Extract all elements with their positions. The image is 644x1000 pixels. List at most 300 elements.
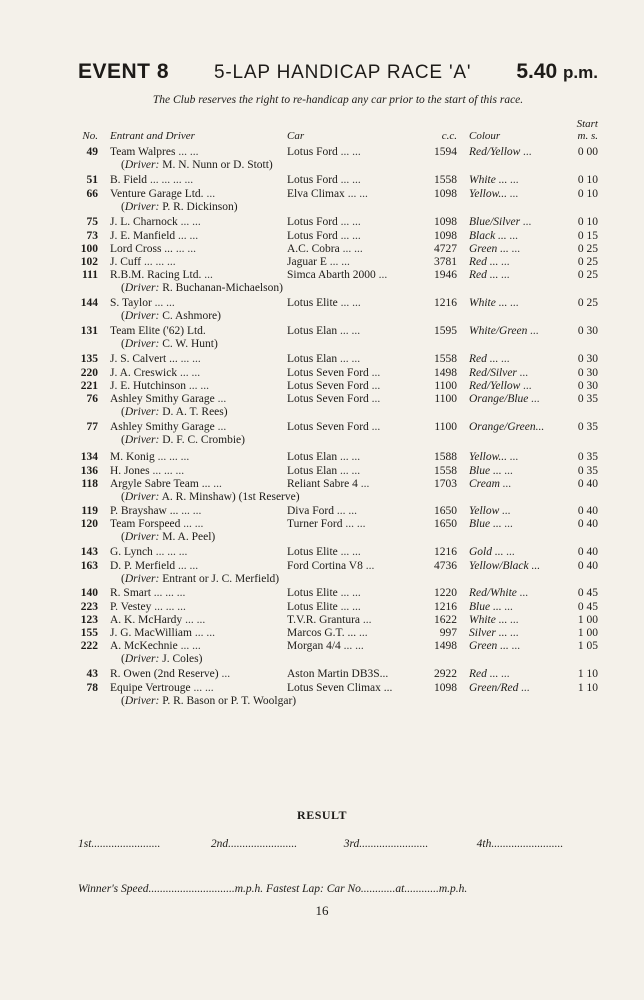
car-model bbox=[287, 601, 361, 614]
entry-main-line bbox=[0, 146, 644, 159]
car-leader-dots: ... ... bbox=[340, 587, 361, 599]
colour-text: Yellow/Black ... bbox=[469, 560, 541, 572]
colour-text: Red/Yellow bbox=[469, 146, 521, 158]
car-text: A.C. Cobra bbox=[287, 243, 340, 255]
car-number: 223 bbox=[80, 601, 98, 613]
engine-cc: 1216 bbox=[434, 297, 457, 309]
car-number: 102 bbox=[80, 256, 98, 268]
driver-info: (Driver: D. A. T. Rees) bbox=[121, 406, 228, 418]
entry-driver-line bbox=[0, 159, 644, 172]
start-time: 0 30 bbox=[577, 380, 598, 392]
entrant-text: G. Lynch bbox=[110, 546, 153, 558]
start-time: 0 40 bbox=[577, 546, 598, 558]
entry-main-line bbox=[0, 243, 644, 256]
entry-main-line bbox=[0, 393, 644, 406]
entry-driver-line bbox=[0, 434, 644, 447]
entry-row bbox=[0, 478, 644, 504]
entrant-name bbox=[110, 560, 198, 573]
entrant-name bbox=[110, 682, 214, 695]
car-model bbox=[287, 546, 361, 559]
entry-main-line bbox=[0, 614, 644, 627]
entry-row bbox=[0, 243, 644, 256]
entrant-name bbox=[110, 188, 215, 201]
entry-main-line bbox=[0, 640, 644, 653]
car-model bbox=[287, 560, 374, 573]
entrant-text: A. McKechnie bbox=[110, 640, 178, 652]
car-text: Lotus Seven Ford bbox=[287, 380, 369, 392]
car-text: Lotus Elan bbox=[287, 325, 338, 337]
car-leader-dots: ... ... bbox=[340, 601, 361, 613]
car-model bbox=[287, 380, 380, 393]
engine-cc: 1622 bbox=[434, 614, 457, 626]
colour-text: Blue/Silver bbox=[469, 216, 521, 228]
start-time: 1 05 bbox=[577, 640, 598, 652]
entrant-text: Ashley Smithy Garage bbox=[110, 421, 215, 433]
car-colour bbox=[469, 601, 513, 614]
car-number: 51 bbox=[86, 174, 98, 186]
driver-label: Driver: bbox=[124, 406, 160, 418]
entry-main-line bbox=[0, 465, 644, 478]
entrant-leader-dots: ... bbox=[206, 188, 216, 200]
winner-speed-line: Winner's Speed..............................m.p.h. Fastest Lap: Car No............at............m.p.h. bbox=[78, 883, 468, 895]
start-time: 0 30 bbox=[577, 353, 598, 365]
car-model bbox=[287, 188, 368, 201]
start-time: 0 10 bbox=[577, 188, 598, 200]
car-colour bbox=[469, 682, 530, 695]
entrant-text: Team Elite ('62) Ltd. bbox=[110, 325, 206, 337]
colour-text: White/Green bbox=[469, 325, 528, 337]
car-colour bbox=[469, 230, 518, 243]
entry-main-line bbox=[0, 560, 644, 573]
colour-leader-dots: ... bbox=[522, 216, 532, 228]
col-no-header: No. bbox=[82, 130, 98, 142]
start-time: 0 35 bbox=[577, 451, 598, 463]
start-time: 0 00 bbox=[577, 146, 598, 158]
entrant-name bbox=[110, 421, 226, 434]
colour-text: Red/Silver bbox=[469, 367, 517, 379]
car-model bbox=[287, 640, 364, 653]
entry-row bbox=[0, 269, 644, 295]
engine-cc: 1558 bbox=[434, 465, 457, 477]
colour-leader-dots: ... bbox=[509, 188, 519, 200]
car-model bbox=[287, 353, 360, 366]
car-model bbox=[287, 216, 361, 229]
entrant-name bbox=[110, 640, 201, 653]
entry-row bbox=[0, 230, 644, 243]
car-leader-dots: ... ... bbox=[340, 465, 361, 477]
colour-text: Silver ... bbox=[469, 627, 508, 639]
engine-cc: 1703 bbox=[434, 478, 457, 490]
car-model bbox=[287, 465, 360, 478]
car-model bbox=[287, 421, 380, 434]
entrant-leader-dots: ... bbox=[217, 421, 227, 433]
entry-main-line bbox=[0, 269, 644, 282]
colour-leader-dots: ... bbox=[502, 478, 512, 490]
entry-row bbox=[0, 216, 644, 229]
driver-name: C. W. Hunt) bbox=[162, 338, 218, 350]
colour-text: Red ... bbox=[469, 353, 499, 365]
entrant-text: P. Brayshaw ... bbox=[110, 505, 179, 517]
result-places bbox=[78, 838, 598, 850]
colour-leader-dots: ... bbox=[523, 146, 532, 158]
car-model bbox=[287, 627, 368, 640]
entrant-text: Equipe Vertrouge bbox=[110, 682, 191, 694]
car-colour bbox=[469, 297, 519, 310]
car-model bbox=[287, 518, 365, 531]
car-colour bbox=[469, 216, 532, 229]
entry-driver-line bbox=[0, 491, 644, 504]
entrant-leader-dots: ... ... bbox=[194, 627, 215, 639]
colour-text: White ... bbox=[469, 174, 508, 186]
car-text: Diva Ford bbox=[287, 505, 334, 517]
entrant-text: R. Smart bbox=[110, 587, 151, 599]
entry-main-line bbox=[0, 216, 644, 229]
car-text: Lotus Elan bbox=[287, 451, 338, 463]
car-model bbox=[287, 682, 392, 695]
entry-row bbox=[0, 451, 644, 464]
entry-driver-line bbox=[0, 282, 644, 295]
colour-text: Blue ... bbox=[469, 601, 502, 613]
entry-row bbox=[0, 627, 644, 640]
entry-row bbox=[0, 682, 644, 708]
entrant-text: D. P. Merfield bbox=[110, 560, 176, 572]
car-number: 143 bbox=[80, 546, 98, 558]
entry-row bbox=[0, 256, 644, 269]
entry-list bbox=[0, 146, 644, 708]
driver-info: (Driver: M. N. Nunn or D. Stott) bbox=[121, 159, 273, 171]
start-time: 0 35 bbox=[577, 465, 598, 477]
start-time: 0 40 bbox=[577, 505, 598, 517]
car-model bbox=[287, 243, 363, 256]
colour-leader-dots: ... bbox=[504, 601, 514, 613]
entrant-leader-dots: ... ... ... bbox=[154, 601, 186, 613]
colour-leader-dots: ... bbox=[510, 174, 519, 186]
car-text: Reliant Sabre 4 bbox=[287, 478, 358, 490]
car-leader-dots: ... ... bbox=[340, 216, 361, 228]
colour-leader-dots: ... bbox=[510, 297, 519, 309]
car-model bbox=[287, 478, 369, 491]
entrant-leader-dots: ... ... bbox=[180, 216, 201, 228]
driver-label: Driver: bbox=[124, 573, 160, 585]
colour-leader-dots: ... bbox=[531, 393, 540, 405]
car-leader-dots: ... ... bbox=[345, 518, 366, 530]
car-leader-dots: ... bbox=[360, 478, 370, 490]
entrant-text: H. Jones bbox=[110, 465, 150, 477]
car-number: 73 bbox=[86, 230, 98, 242]
car-leader-dots: ... ... bbox=[347, 188, 368, 200]
car-number: 135 bbox=[80, 353, 98, 365]
colour-leader-dots: ... bbox=[519, 367, 529, 379]
entry-row bbox=[0, 421, 644, 447]
race-time bbox=[516, 60, 598, 84]
entrant-text: Team Forspeed bbox=[110, 518, 181, 530]
colour-text: Red ... bbox=[469, 668, 499, 680]
colour-text: White ... bbox=[469, 614, 508, 626]
entry-row bbox=[0, 505, 644, 518]
car-colour bbox=[469, 353, 510, 366]
car-text: Lotus Ford bbox=[287, 230, 338, 242]
entrant-leader-dots: ... bbox=[213, 478, 222, 490]
entrant-text: S. Taylor bbox=[110, 297, 152, 309]
entrant-text: P. Vestey bbox=[110, 601, 152, 613]
driver-info: (Driver: A. R. Minshaw) (1st Reserve) bbox=[121, 491, 300, 503]
car-text: Ford Cortina V8 bbox=[287, 560, 363, 572]
colour-leader-dots: ... bbox=[510, 627, 519, 639]
car-colour bbox=[469, 465, 513, 478]
car-number: 220 bbox=[80, 367, 98, 379]
entry-main-line bbox=[0, 353, 644, 366]
start-time: 1 10 bbox=[577, 682, 598, 694]
entry-row bbox=[0, 297, 644, 323]
entry-driver-line bbox=[0, 531, 644, 544]
entrant-leader-dots: ... ... bbox=[180, 353, 201, 365]
result-second: 2nd........................ bbox=[210, 838, 298, 850]
car-colour bbox=[469, 367, 528, 380]
entrant-text: Argyle Sabre Team ... bbox=[110, 478, 211, 490]
car-colour bbox=[469, 256, 510, 269]
colour-text: Red ... bbox=[469, 256, 499, 268]
car-colour bbox=[469, 146, 532, 159]
car-number: 75 bbox=[86, 216, 98, 228]
handicap-notice: The Club reserves the right to re-handicap any car prior to the start of this race. bbox=[152, 94, 524, 106]
car-model bbox=[287, 367, 380, 380]
entry-driver-line bbox=[0, 573, 644, 586]
entry-row bbox=[0, 614, 644, 627]
car-colour bbox=[469, 380, 532, 393]
result-third: 3rd........................ bbox=[343, 838, 429, 850]
driver-name: R. Buchanan-Michaelson) bbox=[162, 282, 283, 294]
car-model bbox=[287, 230, 361, 243]
start-time: 1 10 bbox=[577, 668, 598, 680]
entrant-text: Lord Cross ... bbox=[110, 243, 173, 255]
entry-row bbox=[0, 518, 644, 544]
event-number: EVENT 8 bbox=[78, 60, 170, 83]
car-leader-dots: ... ... bbox=[340, 325, 361, 337]
car-leader-dots: ... ... bbox=[340, 546, 361, 558]
engine-cc: 1498 bbox=[434, 640, 457, 652]
car-number: 221 bbox=[80, 380, 98, 392]
start-time: 0 45 bbox=[577, 587, 598, 599]
entry-driver-line bbox=[0, 310, 644, 323]
colour-text: Blue ... bbox=[469, 518, 502, 530]
car-text: Lotus Elite bbox=[287, 587, 338, 599]
car-text: Lotus Elan bbox=[287, 353, 338, 365]
start-time: 0 45 bbox=[577, 601, 598, 613]
entrant-name bbox=[110, 325, 206, 338]
car-colour bbox=[469, 614, 519, 627]
col-entrant-header: Entrant and Driver bbox=[110, 130, 195, 142]
col-start-top: Start bbox=[576, 118, 598, 130]
entry-main-line bbox=[0, 188, 644, 201]
entrant-text: M. Konig bbox=[110, 451, 155, 463]
driver-info: (Driver: M. A. Peel) bbox=[121, 531, 216, 543]
driver-label: Driver: bbox=[124, 653, 160, 665]
engine-cc: 3781 bbox=[434, 256, 457, 268]
entry-row bbox=[0, 380, 644, 393]
car-colour bbox=[469, 668, 510, 681]
entry-main-line bbox=[0, 256, 644, 269]
car-text: Lotus Elan bbox=[287, 465, 338, 477]
entrant-text: J. A. Creswick bbox=[110, 367, 178, 379]
driver-label: Driver: bbox=[124, 531, 160, 543]
entrant-leader-dots: ... ... bbox=[178, 230, 199, 242]
start-time: 1 00 bbox=[577, 614, 598, 626]
car-leader-dots: ... ... bbox=[340, 297, 361, 309]
car-text: Simca Abarth 2000 bbox=[287, 269, 376, 281]
car-number: 222 bbox=[80, 640, 98, 652]
entrant-text: Team Walpres bbox=[110, 146, 176, 158]
car-number: 144 bbox=[80, 297, 98, 309]
entry-main-line bbox=[0, 325, 644, 338]
car-text: Lotus Elite bbox=[287, 601, 338, 613]
car-text: Aston Martin DB3S... bbox=[287, 668, 389, 680]
car-text: Lotus Ford bbox=[287, 146, 338, 158]
entrant-text: J. Cuff bbox=[110, 256, 142, 268]
entrant-leader-dots: ... ... bbox=[154, 297, 175, 309]
entry-main-line bbox=[0, 230, 644, 243]
car-model bbox=[287, 505, 357, 518]
entrant-name bbox=[110, 367, 200, 380]
engine-cc: 1216 bbox=[434, 601, 457, 613]
page-number: 16 bbox=[315, 903, 329, 918]
car-number: 134 bbox=[80, 451, 98, 463]
start-time: 0 40 bbox=[577, 560, 598, 572]
engine-cc: 4736 bbox=[434, 560, 457, 572]
entrant-text: Venture Garage Ltd. bbox=[110, 188, 204, 200]
entrant-name bbox=[110, 393, 226, 406]
start-time: 0 35 bbox=[577, 393, 598, 405]
entrant-leader-dots: ... ... ... bbox=[157, 451, 190, 463]
colour-text: Yellow... bbox=[469, 188, 508, 200]
driver-info: (Driver: C. Ashmore) bbox=[121, 310, 221, 322]
colour-text: White ... bbox=[469, 297, 508, 309]
entry-row bbox=[0, 640, 644, 666]
start-time: 0 25 bbox=[577, 297, 598, 309]
colour-leader-dots: ... bbox=[509, 451, 519, 463]
entrant-name bbox=[110, 243, 196, 256]
car-leader-dots: ... ... bbox=[340, 353, 361, 365]
entry-driver-line bbox=[0, 695, 644, 708]
driver-info: (Driver: D. F. C. Crombie) bbox=[121, 434, 245, 446]
car-leader-dots: ... ... bbox=[342, 243, 363, 255]
entry-row bbox=[0, 146, 644, 172]
driver-name: D. A. T. Rees) bbox=[162, 406, 228, 418]
entrant-leader-dots: ... ... bbox=[181, 505, 202, 517]
colour-text: Green ... bbox=[469, 243, 509, 255]
entry-main-line bbox=[0, 421, 644, 434]
entrant-leader-dots: ... ... ... bbox=[153, 587, 186, 599]
entrant-name bbox=[110, 668, 230, 681]
car-text: Lotus Seven Ford bbox=[287, 393, 369, 405]
engine-cc: 4727 bbox=[434, 243, 457, 255]
entrant-name bbox=[110, 518, 203, 531]
entrant-text: J. L. Charnock bbox=[110, 216, 178, 228]
driver-name: D. F. C. Crombie) bbox=[162, 434, 245, 446]
engine-cc: 1650 bbox=[434, 505, 457, 517]
colour-text: Red ... bbox=[469, 269, 499, 281]
engine-cc: 1498 bbox=[434, 367, 457, 379]
engine-cc: 1558 bbox=[434, 174, 457, 186]
car-number: 155 bbox=[80, 627, 98, 639]
entrant-name bbox=[110, 601, 186, 614]
car-model bbox=[287, 269, 387, 282]
car-number: 77 bbox=[86, 421, 98, 433]
entrant-name bbox=[110, 353, 201, 366]
entrant-text: J. G. MacWilliam bbox=[110, 627, 192, 639]
car-text: Turner Ford bbox=[287, 518, 343, 530]
car-leader-dots: ... ... bbox=[329, 256, 350, 268]
car-leader-dots: ... ... bbox=[340, 230, 361, 242]
car-number: 131 bbox=[80, 325, 98, 337]
car-colour bbox=[469, 627, 519, 640]
entrant-leader-dots: ... ... ... bbox=[152, 465, 185, 477]
entry-main-line bbox=[0, 478, 644, 491]
colour-leader-dots: ... bbox=[502, 505, 511, 517]
race-title: 5-LAP HANDICAP RACE 'A' bbox=[214, 62, 472, 83]
colour-text: Orange/Green... bbox=[469, 421, 545, 433]
entry-main-line bbox=[0, 546, 644, 559]
entrant-leader-dots: ... ... bbox=[175, 243, 196, 255]
car-text: T.V.R. Grantura bbox=[287, 614, 361, 626]
entry-row bbox=[0, 546, 644, 559]
colour-text: Cream bbox=[469, 478, 500, 490]
car-model bbox=[287, 587, 361, 600]
engine-cc: 1098 bbox=[434, 682, 457, 694]
car-leader-dots: ... ... bbox=[340, 174, 361, 186]
entry-main-line bbox=[0, 451, 644, 464]
col-start-bottom: m. s. bbox=[577, 130, 598, 142]
engine-cc: 997 bbox=[439, 627, 457, 639]
entrant-leader-dots: ... ... bbox=[178, 560, 199, 572]
result-title: RESULT bbox=[297, 808, 347, 822]
entrant-name bbox=[110, 380, 209, 393]
driver-label: Driver: bbox=[124, 695, 160, 707]
colour-leader-dots: ... bbox=[501, 269, 510, 281]
driver-info: (Driver: P. R. Bason or P. T. Woolgar) bbox=[121, 695, 297, 707]
car-number: 111 bbox=[82, 269, 98, 281]
driver-name: Entrant or J. C. Merfield) bbox=[162, 573, 280, 585]
driver-info: (Driver: P. R. Dickinson) bbox=[121, 201, 238, 213]
entrant-name bbox=[110, 216, 201, 229]
colour-text: Yellow... bbox=[469, 451, 508, 463]
start-time: 0 25 bbox=[577, 269, 598, 281]
car-leader-dots: ... bbox=[371, 367, 381, 379]
car-number: 76 bbox=[86, 393, 98, 405]
entrant-text: J. E. Hutchinson bbox=[110, 380, 187, 392]
car-model bbox=[287, 325, 360, 338]
start-time: 0 40 bbox=[577, 478, 598, 490]
entrant-text: B. Field bbox=[110, 174, 148, 186]
colour-leader-dots: ... bbox=[511, 243, 521, 255]
entry-row bbox=[0, 560, 644, 586]
car-colour bbox=[469, 243, 520, 256]
colour-leader-dots: ... bbox=[523, 380, 532, 392]
entrant-name bbox=[110, 505, 201, 518]
engine-cc: 1594 bbox=[434, 146, 457, 158]
entry-main-line bbox=[0, 518, 644, 531]
driver-label: Driver: bbox=[124, 491, 160, 503]
entrant-leader-dots: ... ... ... bbox=[143, 256, 176, 268]
colour-leader-dots: ... bbox=[511, 640, 521, 652]
driver-label: Driver: bbox=[124, 434, 160, 446]
entry-row bbox=[0, 465, 644, 478]
car-leader-dots: ... ... bbox=[343, 640, 364, 652]
car-number: 118 bbox=[81, 478, 98, 490]
car-colour bbox=[469, 325, 539, 338]
entrant-name bbox=[110, 587, 185, 600]
start-time: 0 25 bbox=[577, 243, 598, 255]
colour-leader-dots: ... bbox=[510, 614, 519, 626]
